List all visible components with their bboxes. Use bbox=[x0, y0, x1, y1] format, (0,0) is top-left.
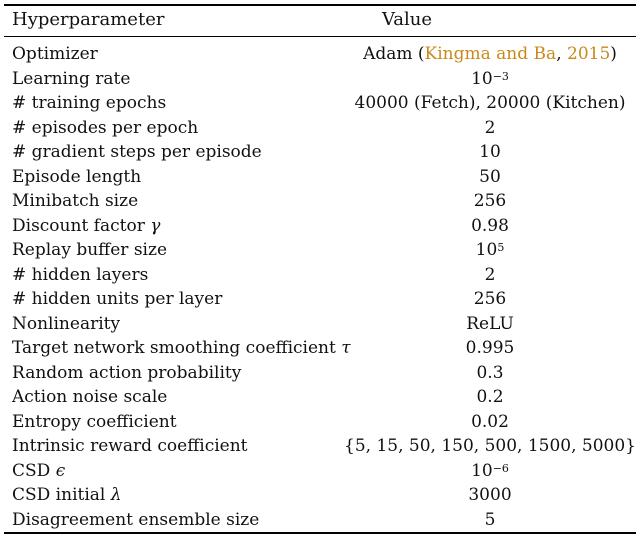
param-nonlinearity: Nonlinearity bbox=[12, 313, 121, 334]
param-training-epochs: # training epochs bbox=[12, 93, 167, 113]
table-row bbox=[0, 410, 640, 435]
value-exponent: −3 bbox=[492, 69, 509, 83]
header-rule bbox=[4, 36, 636, 37]
param-target-smoothing bbox=[12, 336, 351, 360]
table-row bbox=[0, 91, 640, 116]
table-row bbox=[0, 238, 640, 263]
table-row bbox=[0, 385, 640, 410]
header-value: Value bbox=[381, 9, 433, 30]
value-optimizer-suffix: ) bbox=[610, 44, 617, 64]
param-episodes-per-epoch: # episodes per epoch bbox=[12, 117, 199, 138]
param-csd-initial-lambda bbox=[12, 483, 122, 507]
value-training-epochs: 40000 (Fetch), 20000 (Kitchen) bbox=[354, 93, 626, 113]
param-disagreement-ensemble: Disagreement ensemble size bbox=[12, 509, 260, 530]
table-body bbox=[0, 42, 640, 532]
table-row bbox=[0, 336, 640, 361]
lambda-symbol: λ bbox=[110, 485, 122, 505]
value-intrinsic-reward: {5, 15, 50, 150, 500, 1500, 5000} bbox=[344, 436, 636, 456]
param-discount-factor bbox=[12, 214, 160, 238]
value-hidden-units: 256 bbox=[473, 289, 507, 309]
param-episode-length: Episode length bbox=[12, 166, 142, 187]
citation-separator: , bbox=[556, 44, 567, 64]
table-row bbox=[0, 508, 640, 533]
value-base: 10 bbox=[471, 460, 493, 481]
param-gradient-steps: # gradient steps per episode bbox=[12, 142, 262, 162]
table-row bbox=[0, 263, 640, 288]
param-discount-factor-label: Discount factor bbox=[12, 215, 145, 236]
table-row bbox=[0, 312, 640, 337]
param-learning-rate: Learning rate bbox=[12, 68, 131, 89]
param-csd-epsilon bbox=[12, 459, 65, 483]
param-csd-initial-label: CSD initial bbox=[12, 485, 106, 505]
value-target-smoothing: 0.995 bbox=[465, 338, 515, 358]
value-episode-length: 50 bbox=[479, 166, 501, 187]
table-row bbox=[0, 483, 640, 508]
table-row bbox=[0, 189, 640, 214]
table-row bbox=[0, 434, 640, 459]
value-entropy-coefficient: 0.02 bbox=[471, 411, 509, 432]
value-optimizer-prefix: Adam ( bbox=[363, 44, 425, 64]
gamma-symbol: γ bbox=[150, 215, 161, 236]
param-hidden-units: # hidden units per layer bbox=[12, 289, 223, 309]
table-row bbox=[0, 459, 640, 484]
param-random-action-prob: Random action probability bbox=[12, 362, 242, 383]
value-optimizer bbox=[363, 42, 617, 66]
citation-link-year[interactable]: 2015 bbox=[567, 44, 611, 64]
value-base: 10 bbox=[471, 68, 493, 89]
value-discount-factor: 0.98 bbox=[471, 215, 509, 236]
citation-link-authors[interactable]: Kingma and Ba bbox=[424, 44, 557, 64]
param-target-smoothing-label: Target network smoothing coefficient bbox=[12, 338, 336, 358]
value-action-noise: 0.2 bbox=[476, 387, 504, 407]
value-gradient-steps: 10 bbox=[479, 142, 501, 162]
value-csd-initial-lambda: 3000 bbox=[468, 485, 512, 505]
value-hidden-layers: 2 bbox=[484, 264, 496, 285]
table-row bbox=[0, 287, 640, 312]
value-csd-epsilon bbox=[471, 459, 509, 483]
value-minibatch-size: 256 bbox=[473, 191, 507, 211]
top-rule bbox=[4, 4, 636, 6]
value-learning-rate bbox=[471, 67, 509, 91]
param-minibatch-size: Minibatch size bbox=[12, 191, 139, 211]
param-hidden-layers: # hidden layers bbox=[12, 264, 149, 285]
table-row bbox=[0, 214, 640, 239]
param-action-noise: Action noise scale bbox=[12, 387, 168, 407]
table-header bbox=[0, 7, 640, 35]
tau-symbol: τ bbox=[341, 338, 351, 358]
table-row bbox=[0, 67, 640, 92]
value-base: 10 bbox=[475, 240, 498, 260]
param-optimizer: Optimizer bbox=[12, 44, 98, 64]
table-row bbox=[0, 42, 640, 67]
table-row bbox=[0, 165, 640, 190]
value-exponent: 5 bbox=[497, 241, 505, 254]
table-row bbox=[0, 361, 640, 386]
value-disagreement-ensemble: 5 bbox=[484, 509, 496, 530]
table-row bbox=[0, 116, 640, 141]
param-replay-buffer-size: Replay buffer size bbox=[12, 240, 168, 260]
header-hyperparameter: Hyperparameter bbox=[12, 9, 165, 30]
value-replay-buffer-size bbox=[476, 238, 505, 262]
value-nonlinearity: ReLU bbox=[466, 313, 514, 334]
param-intrinsic-reward: Intrinsic reward coefficient bbox=[12, 436, 248, 456]
param-csd-epsilon-label: CSD bbox=[12, 460, 51, 481]
param-entropy-coefficient: Entropy coefficient bbox=[12, 411, 177, 432]
value-exponent: −6 bbox=[492, 461, 509, 475]
table-row bbox=[0, 140, 640, 165]
value-random-action-prob: 0.3 bbox=[476, 362, 504, 383]
bottom-rule bbox=[4, 532, 636, 534]
value-episodes-per-epoch: 2 bbox=[484, 117, 496, 138]
epsilon-symbol: ϵ bbox=[55, 460, 66, 481]
